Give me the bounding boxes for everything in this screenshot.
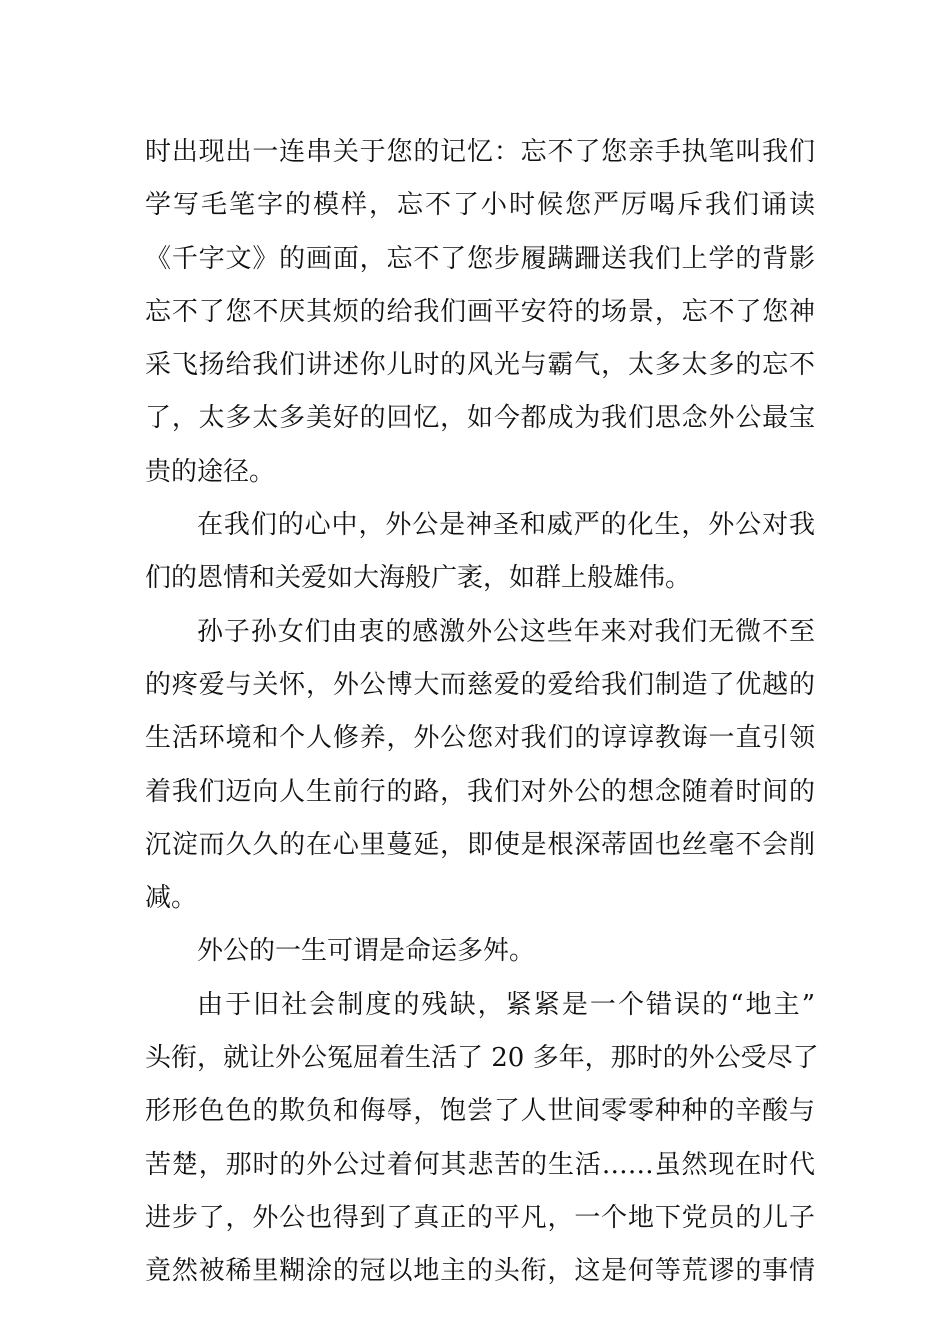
text-line: 学写毛笔字的模样，忘不了小时候您严厉喝斥我们诵读 (145, 190, 815, 221)
text-line: 《千字文》的画面，忘不了您步履蹒跚送我们上学的背影 (145, 243, 815, 274)
text-line: 外公的一生可谓是命运多舛。 (197, 936, 536, 967)
text-line: 在我们的心中，外公是神圣和威严的化生，外公对我 (197, 510, 815, 541)
text-line: 了，太多太多美好的回忆，如今都成为我们思念外公最宝 (145, 403, 815, 434)
text-line: 忘不了您不厌其烦的给我们画平安符的场景，忘不了您神 (145, 296, 815, 327)
text-line: 竟然被稀里糊涂的冠以地主的头衔，这是何等荒谬的事情 (145, 1256, 815, 1287)
text-line: 头衔，就让外公冤屈着生活了 20 多年，那时的外公受尽了 (145, 1043, 819, 1074)
text-line: 贵的途径。 (145, 456, 276, 487)
text-line: 采飞扬给我们讲述你儿时的风光与霸气，太多太多的忘不 (145, 350, 815, 381)
text-line: 着我们迈向人生前行的路，我们对外公的想念随着时间的 (145, 776, 815, 807)
text-line: 进步了，外公也得到了真正的平凡，一个地下党员的儿子 (145, 1202, 815, 1233)
text-line: 由于旧社会制度的残缺，紧紧是一个错误的“地主” (197, 989, 815, 1020)
text-line: 的疼爱与关怀，外公博大而慈爱的爱给我们制造了优越的 (145, 669, 815, 700)
text-line: 们的恩情和关爱如大海般广袤，如群上般雄伟。 (145, 563, 692, 594)
text-line: 生活环境和个人修养，外公您对我们的谆谆教诲一直引领 (145, 723, 815, 754)
text-line: 时出现出一连串关于您的记忆：忘不了您亲手执笔叫我们 (145, 137, 815, 167)
text-line: 形形色色的欺负和侮辱，饱尝了人世间零零种种的辛酸与 (145, 1096, 815, 1127)
text-line: 沉淀而久久的在心里蔓延，即使是根深蒂固也丝毫不会削 (145, 829, 815, 860)
text-line: 苦楚，那时的外公过着何其悲苦的生活……虽然现在时代 (145, 1149, 815, 1180)
text-line: 减。 (145, 883, 198, 914)
text-line: 孙子孙女们由衷的感激外公这些年来对我们无微不至 (197, 616, 815, 647)
document-body (145, 126, 819, 1299)
